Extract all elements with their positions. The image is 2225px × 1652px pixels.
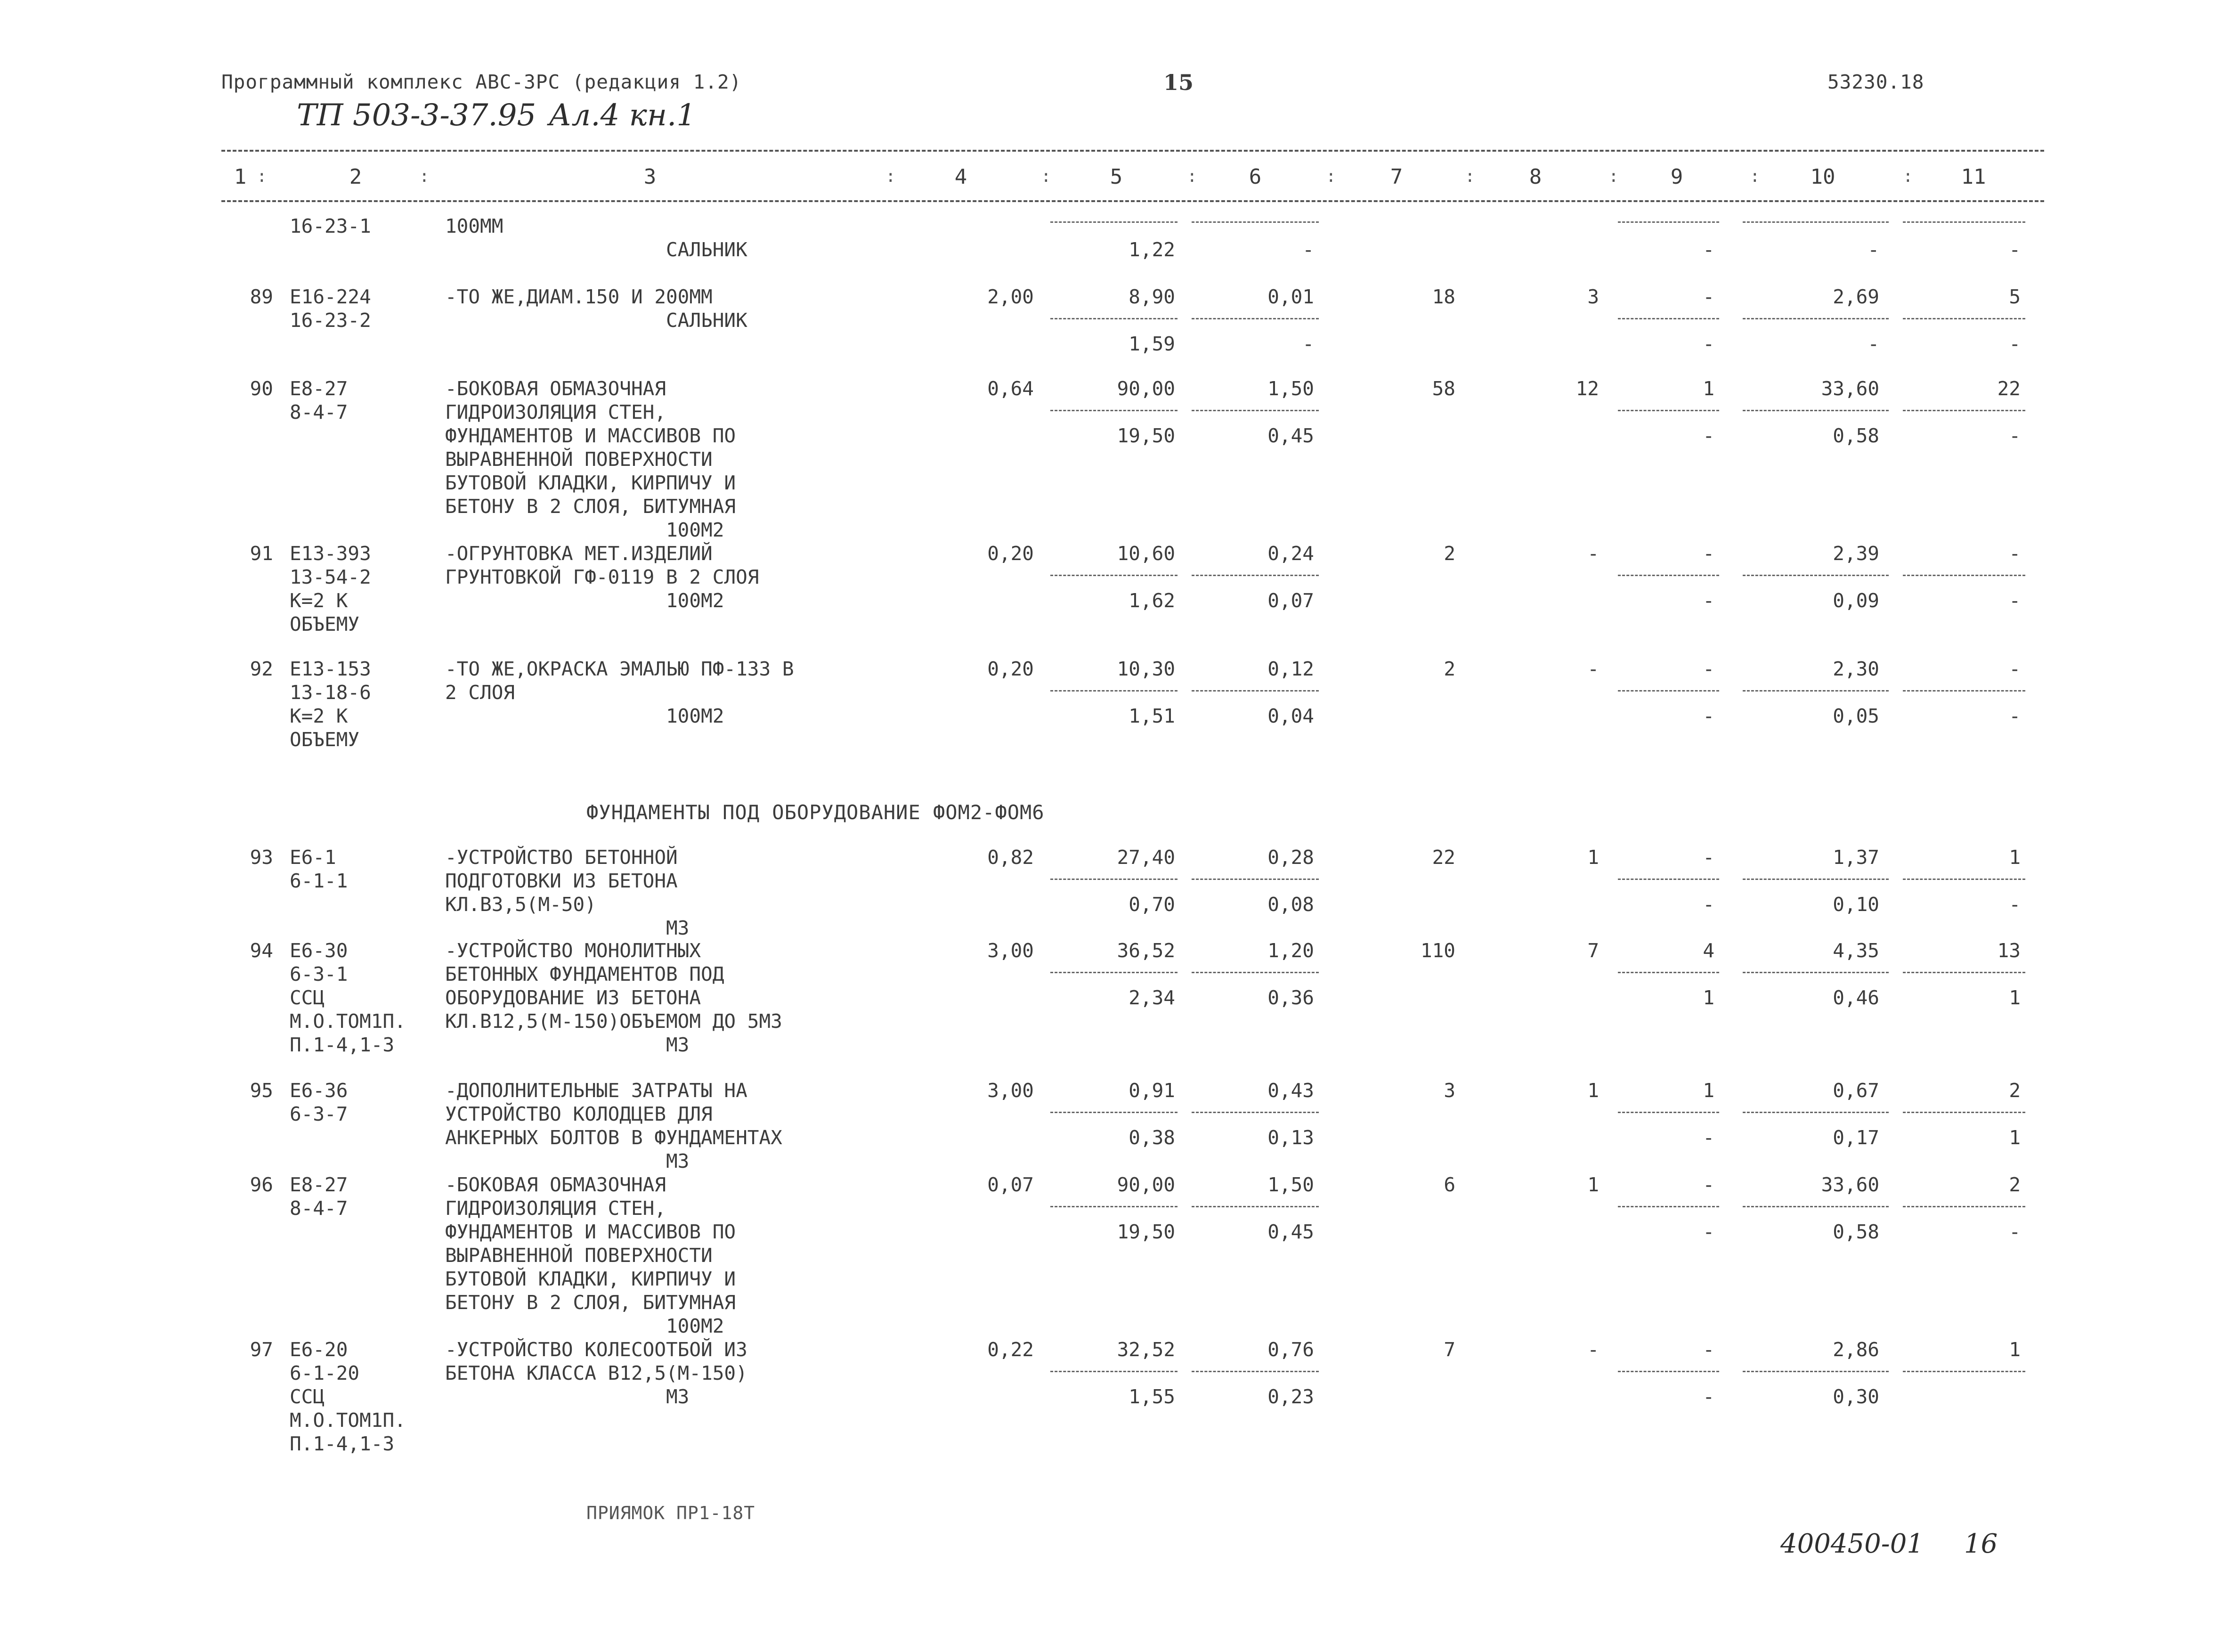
row-quantity: 0,22 bbox=[987, 1338, 1034, 1361]
row-norm-code: П.1-4,1-3 bbox=[290, 1034, 395, 1056]
row-description: САЛЬНИК bbox=[445, 309, 747, 332]
row-position-number: 91 bbox=[250, 542, 273, 565]
row-norm-code: 16-23-1 bbox=[290, 215, 371, 237]
row-unit-cost: 90,00 bbox=[1117, 1173, 1175, 1196]
row-labor-unit-mach: 0,09 bbox=[1833, 589, 1879, 612]
row-labor-unit-mach: 0,17 bbox=[1833, 1126, 1879, 1149]
row-machine-total: - bbox=[1703, 285, 1714, 308]
row-unit-wage: 0,70 bbox=[1129, 893, 1175, 916]
row-machine-cost: 0,28 bbox=[1267, 846, 1314, 869]
row-labor-total-mach: - bbox=[2009, 1221, 2021, 1243]
row-unit-cost: 8,90 bbox=[1129, 285, 1175, 308]
fraction-rule bbox=[1192, 221, 1319, 223]
row-description: М3 bbox=[445, 1385, 690, 1408]
row-position-number: 96 bbox=[250, 1173, 273, 1196]
row-norm-code: К=2 К bbox=[290, 589, 348, 612]
row-unit-wage: 1,59 bbox=[1129, 333, 1175, 355]
fraction-rule bbox=[1192, 575, 1319, 576]
row-description: -УСТРОЙСТВО БЕТОННОЙ bbox=[445, 846, 678, 869]
row-labor-total-mach: 1 bbox=[2009, 986, 2021, 1009]
row-description: ВЫРАВНЕННОЙ ПОВЕРХНОСТИ bbox=[445, 1244, 713, 1267]
section-title-foundations: ФУНДАМЕНТЫ ПОД ОБОРУДОВАНИЕ ФОМ2-ФОМ6 bbox=[586, 801, 1045, 824]
row-description: 2 СЛОЯ bbox=[445, 681, 515, 704]
col-header-9: 9 bbox=[1670, 165, 1683, 189]
row-labor-unit-mach: 0,30 bbox=[1833, 1385, 1879, 1408]
row-total-cost: 58 bbox=[1432, 377, 1455, 400]
fraction-rule bbox=[1050, 1112, 1177, 1113]
row-position-number: 92 bbox=[250, 658, 273, 680]
row-description: БУТОВОЙ КЛАДКИ, КИРПИЧУ И bbox=[445, 472, 736, 494]
row-norm-code: 16-23-2 bbox=[290, 309, 371, 332]
row-norm-code: 6-1-20 bbox=[290, 1362, 360, 1384]
fraction-rule bbox=[1618, 221, 1719, 223]
row-machine-cost: 1,20 bbox=[1267, 939, 1314, 962]
column-header-row: 1 2 3 4 5 6 7 8 9 10 11 : : : : : : : : : : bbox=[234, 165, 1986, 189]
row-machine-total-wage: - bbox=[1703, 238, 1714, 261]
row-labor-total: 2 bbox=[2009, 1079, 2021, 1102]
row-labor-total-mach: - bbox=[2009, 424, 2021, 447]
row-labor-unit: 2,39 bbox=[1833, 542, 1879, 565]
fraction-rule bbox=[1618, 1371, 1719, 1372]
row-unit-cost: 32,52 bbox=[1117, 1338, 1175, 1361]
row-description: 100М2 bbox=[445, 519, 724, 541]
handwritten-project-code: ТП 503-3-37.95 bbox=[297, 98, 536, 133]
row-labor-unit-mach: 0,58 bbox=[1833, 1221, 1879, 1243]
row-description: -УСТРОЙСТВО МОНОЛИТНЫХ bbox=[445, 939, 701, 962]
row-description: ПОДГОТОВКИ ИЗ БЕТОНА bbox=[445, 870, 678, 892]
row-machine-cost: 0,01 bbox=[1267, 285, 1314, 308]
row-machine-wage: 0,45 bbox=[1267, 1221, 1314, 1243]
row-norm-code: Е13-393 bbox=[290, 542, 371, 565]
row-machine-total-wage: - bbox=[1703, 589, 1714, 612]
row-machine-total-wage: - bbox=[1703, 705, 1714, 727]
fraction-rule bbox=[1618, 972, 1719, 973]
row-description: ГИДРОИЗОЛЯЦИЯ СТЕН, bbox=[445, 401, 666, 423]
fraction-rule bbox=[1050, 575, 1177, 576]
fraction-rule bbox=[1192, 1371, 1319, 1372]
row-description: КЛ.В3,5(М-50) bbox=[445, 893, 596, 916]
row-labor-unit: 2,69 bbox=[1833, 285, 1879, 308]
row-description: -ОГРУНТОВКА МЕТ.ИЗДЕЛИЙ bbox=[445, 542, 713, 565]
fraction-rule bbox=[1903, 879, 2025, 880]
fraction-rule bbox=[1903, 575, 2025, 576]
row-machine-total-wage: - bbox=[1703, 333, 1714, 355]
row-description: ВЫРАВНЕННОЙ ПОВЕРХНОСТИ bbox=[445, 448, 713, 471]
row-machine-cost: 1,50 bbox=[1267, 377, 1314, 400]
row-description: БЕТОННЫХ ФУНДАМЕНТОВ ПОД bbox=[445, 963, 724, 985]
row-labor-total: 2 bbox=[2009, 1173, 2021, 1196]
row-labor-total: - bbox=[2009, 658, 2021, 680]
row-total-cost: 2 bbox=[1444, 658, 1455, 680]
row-labor-total-mach: - bbox=[2009, 705, 2021, 727]
row-labor-total-mach: - bbox=[2009, 333, 2021, 355]
row-labor-total-mach: - bbox=[2009, 893, 2021, 916]
fraction-rule bbox=[1743, 1371, 1889, 1372]
fraction-rule bbox=[1192, 879, 1319, 880]
row-labor-unit: 4,35 bbox=[1833, 939, 1879, 962]
row-description: -ДОПОЛНИТЕЛЬНЫЕ ЗАТРАТЫ НА bbox=[445, 1079, 747, 1102]
row-total-wage: 7 bbox=[1587, 939, 1599, 962]
fraction-rule bbox=[1192, 690, 1319, 692]
fraction-rule bbox=[1903, 221, 2025, 223]
row-position-number: 89 bbox=[250, 285, 273, 308]
row-description: ФУНДАМЕНТОВ И МАССИВОВ ПО bbox=[445, 1221, 736, 1243]
row-machine-total: - bbox=[1703, 542, 1714, 565]
row-total-wage: - bbox=[1587, 658, 1599, 680]
row-description: ГРУНТОВКОЙ ГФ-0119 В 2 СЛОЯ bbox=[445, 566, 759, 588]
fraction-rule bbox=[1618, 410, 1719, 411]
row-total-wage: 1 bbox=[1587, 1173, 1599, 1196]
col-header-7: 7 bbox=[1390, 165, 1403, 189]
row-total-cost: 22 bbox=[1432, 846, 1455, 869]
row-machine-wage: - bbox=[1302, 333, 1314, 355]
row-machine-wage: 0,36 bbox=[1267, 986, 1314, 1009]
row-machine-total-wage: - bbox=[1703, 893, 1714, 916]
table-top-rule bbox=[221, 150, 2044, 152]
row-quantity: 3,00 bbox=[987, 1079, 1034, 1102]
fraction-rule bbox=[1903, 1112, 2025, 1113]
row-norm-code: Е6-1 bbox=[290, 846, 336, 869]
row-norm-code: М.О.ТОМ1П. bbox=[290, 1409, 406, 1432]
row-labor-unit: 33,60 bbox=[1821, 1173, 1879, 1196]
row-norm-code: 13-18-6 bbox=[290, 681, 371, 704]
row-unit-cost: 10,30 bbox=[1117, 658, 1175, 680]
row-machine-total-wage: - bbox=[1703, 1221, 1714, 1243]
section-title-pit: ПРИЯМОК ПР1-18Т bbox=[586, 1503, 755, 1523]
row-quantity: 0,64 bbox=[987, 377, 1034, 400]
row-machine-wage: 0,04 bbox=[1267, 705, 1314, 727]
row-total-cost: 110 bbox=[1420, 939, 1455, 962]
row-labor-unit-mach: 0,05 bbox=[1833, 705, 1879, 727]
row-machine-cost: 0,43 bbox=[1267, 1079, 1314, 1102]
row-machine-wage: 0,45 bbox=[1267, 424, 1314, 447]
row-machine-total: 1 bbox=[1703, 1079, 1714, 1102]
row-labor-unit: 33,60 bbox=[1821, 377, 1879, 400]
row-norm-code: 6-1-1 bbox=[290, 870, 348, 892]
row-position-number: 93 bbox=[250, 846, 273, 869]
fraction-rule bbox=[1050, 972, 1177, 973]
page-number: 15 bbox=[1163, 70, 1194, 95]
handwritten-stamp: 400450-01 bbox=[1780, 1529, 1924, 1559]
row-quantity: 2,00 bbox=[987, 285, 1034, 308]
row-labor-total: 5 bbox=[2009, 285, 2021, 308]
row-machine-total: 1 bbox=[1703, 377, 1714, 400]
col-header-6: 6 bbox=[1249, 165, 1262, 189]
fraction-rule bbox=[1618, 879, 1719, 880]
row-labor-total: - bbox=[2009, 542, 2021, 565]
row-quantity: 0,82 bbox=[987, 846, 1034, 869]
row-description: БЕТОНУ В 2 СЛОЯ, БИТУМНАЯ bbox=[445, 495, 736, 518]
row-description: М3 bbox=[445, 917, 690, 939]
row-norm-code: Е8-27 bbox=[290, 1173, 348, 1196]
fraction-rule bbox=[1743, 1206, 1889, 1207]
col-header-1: 1 bbox=[234, 165, 247, 189]
row-total-wage: 1 bbox=[1587, 1079, 1599, 1102]
row-labor-unit-mach: 0,46 bbox=[1833, 986, 1879, 1009]
row-description: -УСТРОЙСТВО КОЛЕСООТБОЙ ИЗ bbox=[445, 1338, 747, 1361]
row-description: ФУНДАМЕНТОВ И МАССИВОВ ПО bbox=[445, 424, 736, 447]
fraction-rule bbox=[1050, 690, 1177, 692]
row-position-number: 90 bbox=[250, 377, 273, 400]
row-position-number: 94 bbox=[250, 939, 273, 962]
row-unit-wage: 1,62 bbox=[1129, 589, 1175, 612]
col-header-2: 2 bbox=[349, 165, 362, 189]
row-description: М3 bbox=[445, 1034, 690, 1056]
row-norm-code: 6-3-7 bbox=[290, 1103, 348, 1125]
row-labor-unit-mach: - bbox=[1868, 333, 1879, 355]
row-machine-wage: 0,07 bbox=[1267, 589, 1314, 612]
fraction-rule bbox=[1903, 1371, 2025, 1372]
row-total-wage: 3 bbox=[1587, 285, 1599, 308]
fraction-rule bbox=[1743, 318, 1889, 319]
row-total-wage: - bbox=[1587, 542, 1599, 565]
row-unit-cost: 36,52 bbox=[1117, 939, 1175, 962]
row-description: УСТРОЙСТВО КОЛОДЦЕВ ДЛЯ bbox=[445, 1103, 713, 1125]
row-description: 100М2 bbox=[445, 589, 724, 612]
row-machine-total: - bbox=[1703, 658, 1714, 680]
row-norm-code: Е6-20 bbox=[290, 1338, 348, 1361]
row-labor-unit: 1,37 bbox=[1833, 846, 1879, 869]
row-norm-code: ОБЪЕМУ bbox=[290, 613, 360, 635]
row-machine-wage: 0,13 bbox=[1267, 1126, 1314, 1149]
row-norm-code: Е6-30 bbox=[290, 939, 348, 962]
fraction-rule bbox=[1743, 972, 1889, 973]
row-quantity: 0,07 bbox=[987, 1173, 1034, 1196]
col-header-4: 4 bbox=[954, 165, 967, 189]
row-total-cost: 7 bbox=[1444, 1338, 1455, 1361]
row-description: ОБОРУДОВАНИЕ ИЗ БЕТОНА bbox=[445, 986, 701, 1009]
row-norm-code: 13-54-2 bbox=[290, 566, 371, 588]
fraction-rule bbox=[1743, 221, 1889, 223]
row-machine-cost: 0,12 bbox=[1267, 658, 1314, 680]
fraction-rule bbox=[1050, 318, 1177, 319]
row-total-wage: 1 bbox=[1587, 846, 1599, 869]
col-header-8: 8 bbox=[1529, 165, 1542, 189]
row-description: 100М2 bbox=[445, 1315, 724, 1337]
row-quantity: 0,20 bbox=[987, 542, 1034, 565]
row-machine-wage: - bbox=[1302, 238, 1314, 261]
row-norm-code: 6-3-1 bbox=[290, 963, 348, 985]
row-unit-cost: 10,60 bbox=[1117, 542, 1175, 565]
row-unit-cost: 0,91 bbox=[1129, 1079, 1175, 1102]
fraction-rule bbox=[1743, 690, 1889, 692]
row-description: БУТОВОЙ КЛАДКИ, КИРПИЧУ И bbox=[445, 1268, 736, 1290]
fraction-rule bbox=[1618, 1206, 1719, 1207]
fraction-rule bbox=[1050, 1371, 1177, 1372]
row-machine-cost: 1,50 bbox=[1267, 1173, 1314, 1196]
row-total-cost: 3 bbox=[1444, 1079, 1455, 1102]
handwritten-album: Ал.4 кн.1 bbox=[549, 98, 696, 133]
row-norm-code: Е16-224 bbox=[290, 285, 371, 308]
row-labor-total-mach: 1 bbox=[2009, 1126, 2021, 1149]
row-labor-unit: 2,30 bbox=[1833, 658, 1879, 680]
fraction-rule bbox=[1743, 410, 1889, 411]
row-norm-code: ССЦ bbox=[290, 986, 325, 1009]
row-unit-cost: 90,00 bbox=[1117, 377, 1175, 400]
fraction-rule bbox=[1903, 318, 2025, 319]
fraction-rule bbox=[1743, 575, 1889, 576]
row-labor-total-mach: - bbox=[2009, 589, 2021, 612]
row-unit-wage: 19,50 bbox=[1117, 424, 1175, 447]
row-unit-wage: 1,51 bbox=[1129, 705, 1175, 727]
fraction-rule bbox=[1618, 1112, 1719, 1113]
fraction-rule bbox=[1903, 690, 2025, 692]
row-labor-total: 1 bbox=[2009, 1338, 2021, 1361]
row-labor-total: 13 bbox=[1997, 939, 2021, 962]
row-norm-code: К=2 К bbox=[290, 705, 348, 727]
row-total-cost: 2 bbox=[1444, 542, 1455, 565]
row-position-number: 97 bbox=[250, 1338, 273, 1361]
fraction-rule bbox=[1050, 410, 1177, 411]
row-labor-unit: 0,67 bbox=[1833, 1079, 1879, 1102]
row-labor-unit: 2,86 bbox=[1833, 1338, 1879, 1361]
row-norm-code: Е13-153 bbox=[290, 658, 371, 680]
fraction-rule bbox=[1192, 318, 1319, 319]
row-labor-unit-mach: 0,10 bbox=[1833, 893, 1879, 916]
row-description: ГИДРОИЗОЛЯЦИЯ СТЕН, bbox=[445, 1197, 666, 1220]
row-norm-code: ССЦ bbox=[290, 1385, 325, 1408]
col-header-5: 5 bbox=[1110, 165, 1123, 189]
row-description: БЕТОНА КЛАССА В12,5(М-150) bbox=[445, 1362, 747, 1384]
row-unit-wage: 19,50 bbox=[1117, 1221, 1175, 1243]
fraction-rule bbox=[1192, 1112, 1319, 1113]
fraction-rule bbox=[1192, 1206, 1319, 1207]
row-machine-total: - bbox=[1703, 846, 1714, 869]
fraction-rule bbox=[1050, 1206, 1177, 1207]
row-labor-total: 1 bbox=[2009, 846, 2021, 869]
row-machine-cost: 0,76 bbox=[1267, 1338, 1314, 1361]
row-labor-total: 22 bbox=[1997, 377, 2021, 400]
row-norm-code: Е8-27 bbox=[290, 377, 348, 400]
row-total-wage: 12 bbox=[1575, 377, 1599, 400]
program-title: Программный комплекс АВС-3РС (редакция 1.2) bbox=[221, 71, 742, 93]
col-header-11: 11 bbox=[1961, 165, 1986, 189]
row-description: -БОКОВАЯ ОБМАЗОЧНАЯ bbox=[445, 377, 666, 400]
row-norm-code: 8-4-7 bbox=[290, 1197, 348, 1220]
col-header-3: 3 bbox=[643, 165, 657, 189]
row-labor-unit-mach: - bbox=[1868, 238, 1879, 261]
row-norm-code: М.О.ТОМ1П. bbox=[290, 1010, 406, 1033]
row-machine-wage: 0,08 bbox=[1267, 893, 1314, 916]
fraction-rule bbox=[1618, 575, 1719, 576]
row-machine-total-wage: - bbox=[1703, 1385, 1714, 1408]
row-description: БЕТОНУ В 2 СЛОЯ, БИТУМНАЯ bbox=[445, 1291, 736, 1314]
row-labor-total-mach: - bbox=[2009, 238, 2021, 261]
row-norm-code: П.1-4,1-3 bbox=[290, 1432, 395, 1455]
fraction-rule bbox=[1192, 972, 1319, 973]
row-description: М3 bbox=[445, 1150, 690, 1172]
fraction-rule bbox=[1743, 1112, 1889, 1113]
document-code: 53230.18 bbox=[1827, 71, 1925, 93]
row-machine-total: 4 bbox=[1703, 939, 1714, 962]
row-norm-code: ОБЪЕМУ bbox=[290, 728, 360, 751]
row-unit-cost: 27,40 bbox=[1117, 846, 1175, 869]
handwritten-sheet-number: 16 bbox=[1964, 1529, 1998, 1559]
row-position-number: 95 bbox=[250, 1079, 273, 1102]
table-header-rule bbox=[221, 200, 2044, 202]
row-unit-wage: 1,55 bbox=[1129, 1385, 1175, 1408]
row-machine-wage: 0,23 bbox=[1267, 1385, 1314, 1408]
row-machine-total-wage: - bbox=[1703, 1126, 1714, 1149]
row-description: -БОКОВАЯ ОБМАЗОЧНАЯ bbox=[445, 1173, 666, 1196]
row-unit-wage: 2,34 bbox=[1129, 986, 1175, 1009]
row-machine-total-wage: 1 bbox=[1703, 986, 1714, 1009]
row-machine-total: - bbox=[1703, 1173, 1714, 1196]
fraction-rule bbox=[1743, 879, 1889, 880]
row-labor-unit-mach: 0,58 bbox=[1833, 424, 1879, 447]
fraction-rule bbox=[1903, 1206, 2025, 1207]
row-description: КЛ.В12,5(М-150)ОБЪЕМОМ ДО 5М3 bbox=[445, 1010, 782, 1033]
col-header-10: 10 bbox=[1810, 165, 1835, 189]
row-total-cost: 6 bbox=[1444, 1173, 1455, 1196]
fraction-rule bbox=[1903, 972, 2025, 973]
row-machine-cost: 0,24 bbox=[1267, 542, 1314, 565]
fraction-rule bbox=[1618, 318, 1719, 319]
row-description: АНКЕРНЫХ БОЛТОВ В ФУНДАМЕНТАХ bbox=[445, 1126, 782, 1149]
row-machine-total: - bbox=[1703, 1338, 1714, 1361]
fraction-rule bbox=[1903, 410, 2025, 411]
row-machine-total-wage: - bbox=[1703, 424, 1714, 447]
row-total-wage: - bbox=[1587, 1338, 1599, 1361]
fraction-rule bbox=[1050, 879, 1177, 880]
row-description: -ТО ЖЕ,ОКРАСКА ЭМАЛЬЮ ПФ-133 В bbox=[445, 658, 794, 680]
row-description: 100ММ bbox=[445, 215, 503, 237]
fraction-rule bbox=[1192, 410, 1319, 411]
row-norm-code: 8-4-7 bbox=[290, 401, 348, 423]
row-quantity: 3,00 bbox=[987, 939, 1034, 962]
row-unit-wage: 0,38 bbox=[1129, 1126, 1175, 1149]
row-quantity: 0,20 bbox=[987, 658, 1034, 680]
row-description: -ТО ЖЕ,ДИАМ.150 И 200ММ bbox=[445, 285, 713, 308]
row-norm-code: Е6-36 bbox=[290, 1079, 348, 1102]
row-total-cost: 18 bbox=[1432, 285, 1455, 308]
fraction-rule bbox=[1050, 221, 1177, 223]
row-unit-wage: 1,22 bbox=[1129, 238, 1175, 261]
row-description: САЛЬНИК bbox=[445, 238, 747, 261]
fraction-rule bbox=[1618, 690, 1719, 692]
row-description: 100М2 bbox=[445, 705, 724, 727]
